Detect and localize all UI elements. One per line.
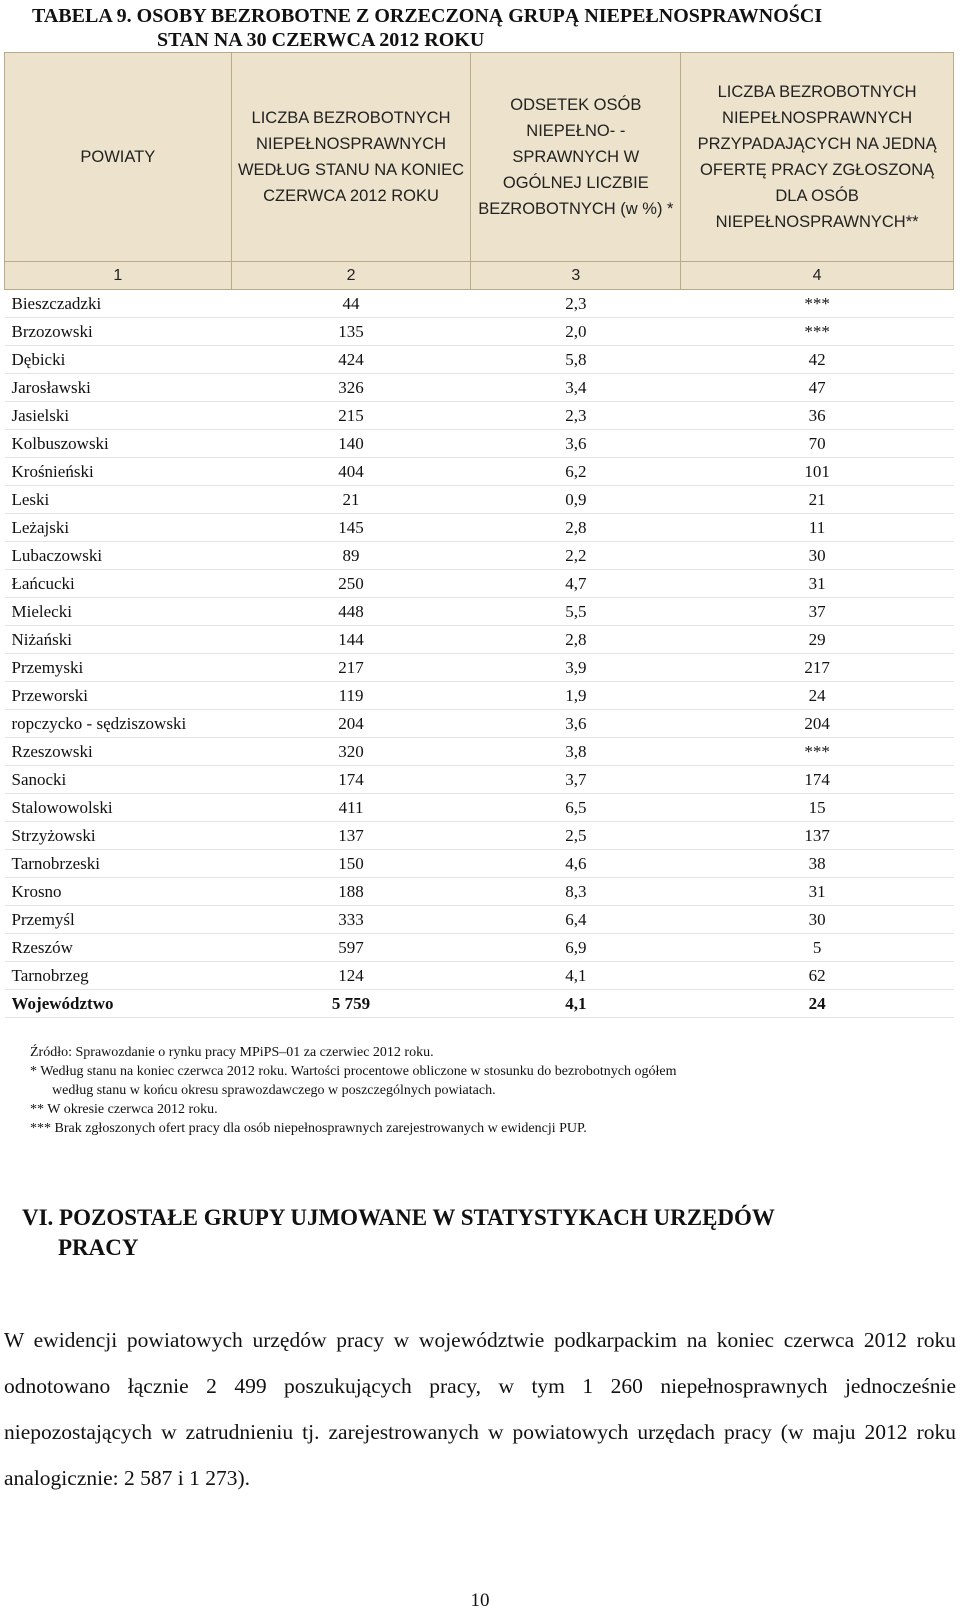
table-row — [5, 430, 954, 458]
table-row — [5, 374, 954, 402]
cell-oferty: 42 — [681, 346, 954, 374]
cell-powiat: ropczycko - sędziszowski — [5, 710, 232, 738]
table-row — [5, 458, 954, 486]
cell-powiat: Jasielski — [5, 402, 232, 430]
cell-odsetek: 2,0 — [471, 318, 681, 346]
cell-liczba: 135 — [231, 318, 471, 346]
cell-odsetek: 4,6 — [471, 850, 681, 878]
cell-powiat: Jarosławski — [5, 374, 232, 402]
cell-liczba: 320 — [231, 738, 471, 766]
column-number-row — [5, 262, 954, 290]
cell-oferty: 37 — [681, 598, 954, 626]
cell-liczba: 250 — [231, 570, 471, 598]
table-notes — [30, 1043, 677, 1138]
page-number: 10 — [470, 1590, 490, 1611]
cell-odsetek: 6,2 — [471, 458, 681, 486]
cell-oferty: 174 — [681, 766, 954, 794]
cell-odsetek: 3,4 — [471, 374, 681, 402]
cell-liczba: 150 — [231, 850, 471, 878]
cell-powiat: Krosno — [5, 878, 232, 906]
cell-powiat: Rzeszowski — [5, 738, 232, 766]
cell-powiat: Dębicki — [5, 346, 232, 374]
cell-oferty: 15 — [681, 794, 954, 822]
footnote-1: * Według stanu na koniec czerwca 2012 roku. Wartości procentowe obliczone w stosunku do bezrobotnych ogółem — [30, 1064, 677, 1079]
table-row — [5, 598, 954, 626]
cell-powiat: Strzyżowski — [5, 822, 232, 850]
table-body — [5, 290, 954, 1018]
cell-powiat: Łańcucki — [5, 570, 232, 598]
cell-odsetek: 2,5 — [471, 822, 681, 850]
cell-liczba: 326 — [231, 374, 471, 402]
table-row — [5, 514, 954, 542]
table-row — [5, 318, 954, 346]
cell-powiat: Niżański — [5, 626, 232, 654]
cell-powiat: Sanocki — [5, 766, 232, 794]
table-row — [5, 850, 954, 878]
cell-powiat: Kolbuszowski — [5, 430, 232, 458]
source-note: Źródło: Sprawozdanie o rynku pracy MPiPS–01 za czerwiec 2012 roku. — [30, 1045, 434, 1060]
table-row — [5, 626, 954, 654]
cell-liczba: 144 — [231, 626, 471, 654]
column-number: 3 — [471, 262, 681, 290]
column-number: 2 — [231, 262, 471, 290]
cell-oferty: 29 — [681, 626, 954, 654]
cell-odsetek: 3,6 — [471, 430, 681, 458]
cell-liczba: 448 — [231, 598, 471, 626]
table-row — [5, 962, 954, 990]
cell-oferty: 31 — [681, 570, 954, 598]
cell-oferty: 21 — [681, 486, 954, 514]
footnote-1-cont: według stanu w końcu okresu sprawozdawczego w poszczególnych powiatach. — [52, 1083, 496, 1098]
cell-liczba: 215 — [231, 402, 471, 430]
cell-oferty: 47 — [681, 374, 954, 402]
column-number: 1 — [5, 262, 232, 290]
cell-odsetek: 0,9 — [471, 486, 681, 514]
header-powiaty: POWIATY — [5, 53, 232, 262]
cell-odsetek: 2,8 — [471, 626, 681, 654]
cell-odsetek: 1,9 — [471, 682, 681, 710]
cell-odsetek: 3,9 — [471, 654, 681, 682]
cell-liczba: 424 — [231, 346, 471, 374]
cell-powiat: Bieszczadzki — [5, 290, 232, 318]
cell-liczba: 140 — [231, 430, 471, 458]
cell-powiat: Leżajski — [5, 514, 232, 542]
cell-odsetek: 4,1 — [471, 962, 681, 990]
table-row — [5, 346, 954, 374]
cell-odsetek: 2,2 — [471, 542, 681, 570]
cell-powiat: Rzeszów — [5, 934, 232, 962]
table-row — [5, 822, 954, 850]
cell-powiat: Przemyski — [5, 654, 232, 682]
table-row — [5, 402, 954, 430]
cell-powiat: Mielecki — [5, 598, 232, 626]
cell-powiat: Tarnobrzeg — [5, 962, 232, 990]
cell-liczba: 411 — [231, 794, 471, 822]
cell-liczba: 597 — [231, 934, 471, 962]
table-row — [5, 682, 954, 710]
header-liczba: LICZBA BEZROBOTNYCH NIEPEŁNOSPRAWNYCH WEDŁUG STANU NA KONIEC CZERWCA 2012 ROKU — [231, 53, 471, 262]
cell-oferty: *** — [681, 290, 954, 318]
data-table — [4, 52, 954, 1018]
cell-powiat: Przeworski — [5, 682, 232, 710]
cell-odsetek: 6,9 — [471, 934, 681, 962]
cell-oferty: 62 — [681, 962, 954, 990]
cell-oferty: 30 — [681, 542, 954, 570]
footnote-2: ** W okresie czerwca 2012 roku. — [30, 1102, 218, 1117]
cell-oferty: *** — [681, 738, 954, 766]
total-row — [5, 990, 954, 1018]
section-heading-line1: VI. POZOSTAŁE GRUPY UJMOWANE W STATYSTYKACH URZĘDÓW — [22, 1205, 775, 1230]
cell-odsetek: 5,5 — [471, 598, 681, 626]
cell-odsetek: 4,7 — [471, 570, 681, 598]
cell-liczba: 404 — [231, 458, 471, 486]
cell-powiat: Krośnieński — [5, 458, 232, 486]
cell-oferty: 31 — [681, 878, 954, 906]
cell-liczba: 21 — [231, 486, 471, 514]
cell-liczba: 333 — [231, 906, 471, 934]
cell-oferty: 137 — [681, 822, 954, 850]
cell-oferty: 30 — [681, 906, 954, 934]
cell-oferty: 24 — [681, 682, 954, 710]
cell-oferty: 101 — [681, 458, 954, 486]
cell-powiat: Tarnobrzeski — [5, 850, 232, 878]
table-title — [32, 4, 822, 52]
cell-liczba: 188 — [231, 878, 471, 906]
cell-odsetek: 6,5 — [471, 794, 681, 822]
cell-powiat: Województwo — [5, 990, 232, 1018]
cell-odsetek: 2,3 — [471, 290, 681, 318]
cell-odsetek: 2,3 — [471, 402, 681, 430]
table-row — [5, 794, 954, 822]
cell-liczba: 119 — [231, 682, 471, 710]
table-row — [5, 486, 954, 514]
cell-liczba: 204 — [231, 710, 471, 738]
cell-oferty: 11 — [681, 514, 954, 542]
cell-odsetek: 3,6 — [471, 710, 681, 738]
cell-oferty: 38 — [681, 850, 954, 878]
cell-liczba: 174 — [231, 766, 471, 794]
cell-liczba: 217 — [231, 654, 471, 682]
cell-liczba: 124 — [231, 962, 471, 990]
cell-liczba: 145 — [231, 514, 471, 542]
table-row — [5, 654, 954, 682]
cell-odsetek: 4,1 — [471, 990, 681, 1018]
table-row — [5, 878, 954, 906]
cell-liczba: 89 — [231, 542, 471, 570]
footnote-3: *** Brak zgłoszonych ofert pracy dla osób niepełnosprawnych zarejestrowanych w ewidencji PUP. — [30, 1121, 587, 1136]
header-oferty: LICZBA BEZROBOTNYCH NIEPEŁNOSPRAWNYCH PRZYPADAJĄCYCH NA JEDNĄ OFERTĘ PRACY ZGŁOSZONĄ DLA OSÓB NIEPEŁNOSPRAWNYCH** — [681, 53, 954, 262]
cell-powiat: Brzozowski — [5, 318, 232, 346]
cell-oferty: 217 — [681, 654, 954, 682]
cell-powiat: Lubaczowski — [5, 542, 232, 570]
cell-odsetek: 2,8 — [471, 514, 681, 542]
table-row — [5, 934, 954, 962]
cell-oferty: 36 — [681, 402, 954, 430]
cell-odsetek: 6,4 — [471, 906, 681, 934]
cell-oferty: 204 — [681, 710, 954, 738]
table-row — [5, 710, 954, 738]
table-row — [5, 542, 954, 570]
header-row — [5, 53, 954, 262]
table-row — [5, 738, 954, 766]
cell-liczba: 137 — [231, 822, 471, 850]
table-row — [5, 906, 954, 934]
table-title-line2: STAN NA 30 CZERWCA 2012 ROKU — [157, 29, 485, 51]
cell-powiat: Leski — [5, 486, 232, 514]
cell-powiat: Przemyśl — [5, 906, 232, 934]
cell-oferty: *** — [681, 318, 954, 346]
table-title-line1: TABELA 9. OSOBY BEZROBOTNE Z ORZECZONĄ GRUPĄ NIEPEŁNOSPRAWNOŚCI — [32, 5, 823, 27]
table-row — [5, 290, 954, 318]
cell-odsetek: 3,7 — [471, 766, 681, 794]
cell-odsetek: 3,8 — [471, 738, 681, 766]
cell-oferty: 5 — [681, 934, 954, 962]
cell-odsetek: 5,8 — [471, 346, 681, 374]
cell-liczba: 5 759 — [231, 990, 471, 1018]
cell-liczba: 44 — [231, 290, 471, 318]
section-heading-line2: PRACY — [58, 1235, 139, 1260]
cell-powiat: Stalowowolski — [5, 794, 232, 822]
cell-oferty: 70 — [681, 430, 954, 458]
table-row — [5, 570, 954, 598]
body-paragraph: W ewidencji powiatowych urzędów pracy w województwie podkarpackim na koniec czerwca 2012 roku odnotowano łącznie 2 499 poszukujących pracy, w tym 1 260 niepełnosprawnych jednocześnie niepozostających w zatrudnieniu tj. zarejestrowanych w powiatowych urzędach pracy (w maju 2012 roku analogicznie: 2 587 i 1 273). — [4, 1328, 956, 1490]
table-row — [5, 766, 954, 794]
cell-odsetek: 8,3 — [471, 878, 681, 906]
section-heading — [22, 1203, 775, 1263]
cell-oferty: 24 — [681, 990, 954, 1018]
column-number: 4 — [681, 262, 954, 290]
header-odsetek: ODSETEK OSÓB NIEPEŁNO- -SPRAWNYCH W OGÓLNEJ LICZBIE BEZROBOTNYCH (w %) * — [471, 53, 681, 262]
